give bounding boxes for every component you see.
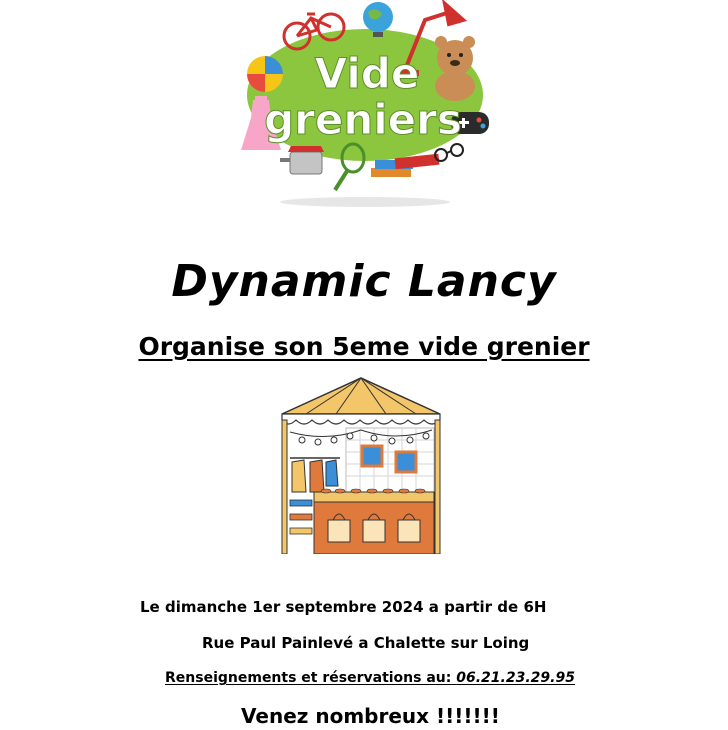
- info-phone: 06.21.23.29.95: [456, 670, 575, 686]
- event-address: Rue Paul Painlevé a Chalette sur Loing: [202, 634, 530, 652]
- subtitle: Organise son 5eme vide grenier: [138, 332, 590, 361]
- teddy-bear-icon: [435, 36, 475, 101]
- beach-ball-icon: [247, 56, 283, 92]
- logo-text-line2: greniers: [264, 95, 462, 144]
- info-label: Renseignements et réservations au:: [165, 670, 452, 686]
- cooking-pot-icon: [280, 146, 324, 174]
- glasses-icon: [435, 144, 463, 161]
- page-title: Dynamic Lancy: [171, 256, 557, 307]
- vide-greniers-logo: [235, 0, 495, 212]
- closing-call: Venez nombreux !!!!!!!: [241, 704, 500, 728]
- event-date: Le dimanche 1er septembre 2024 a partir de 6H: [140, 598, 547, 616]
- logo-text-line1: Vide: [314, 49, 420, 98]
- market-stall-illustration: [276, 374, 446, 554]
- info-line: [165, 666, 575, 690]
